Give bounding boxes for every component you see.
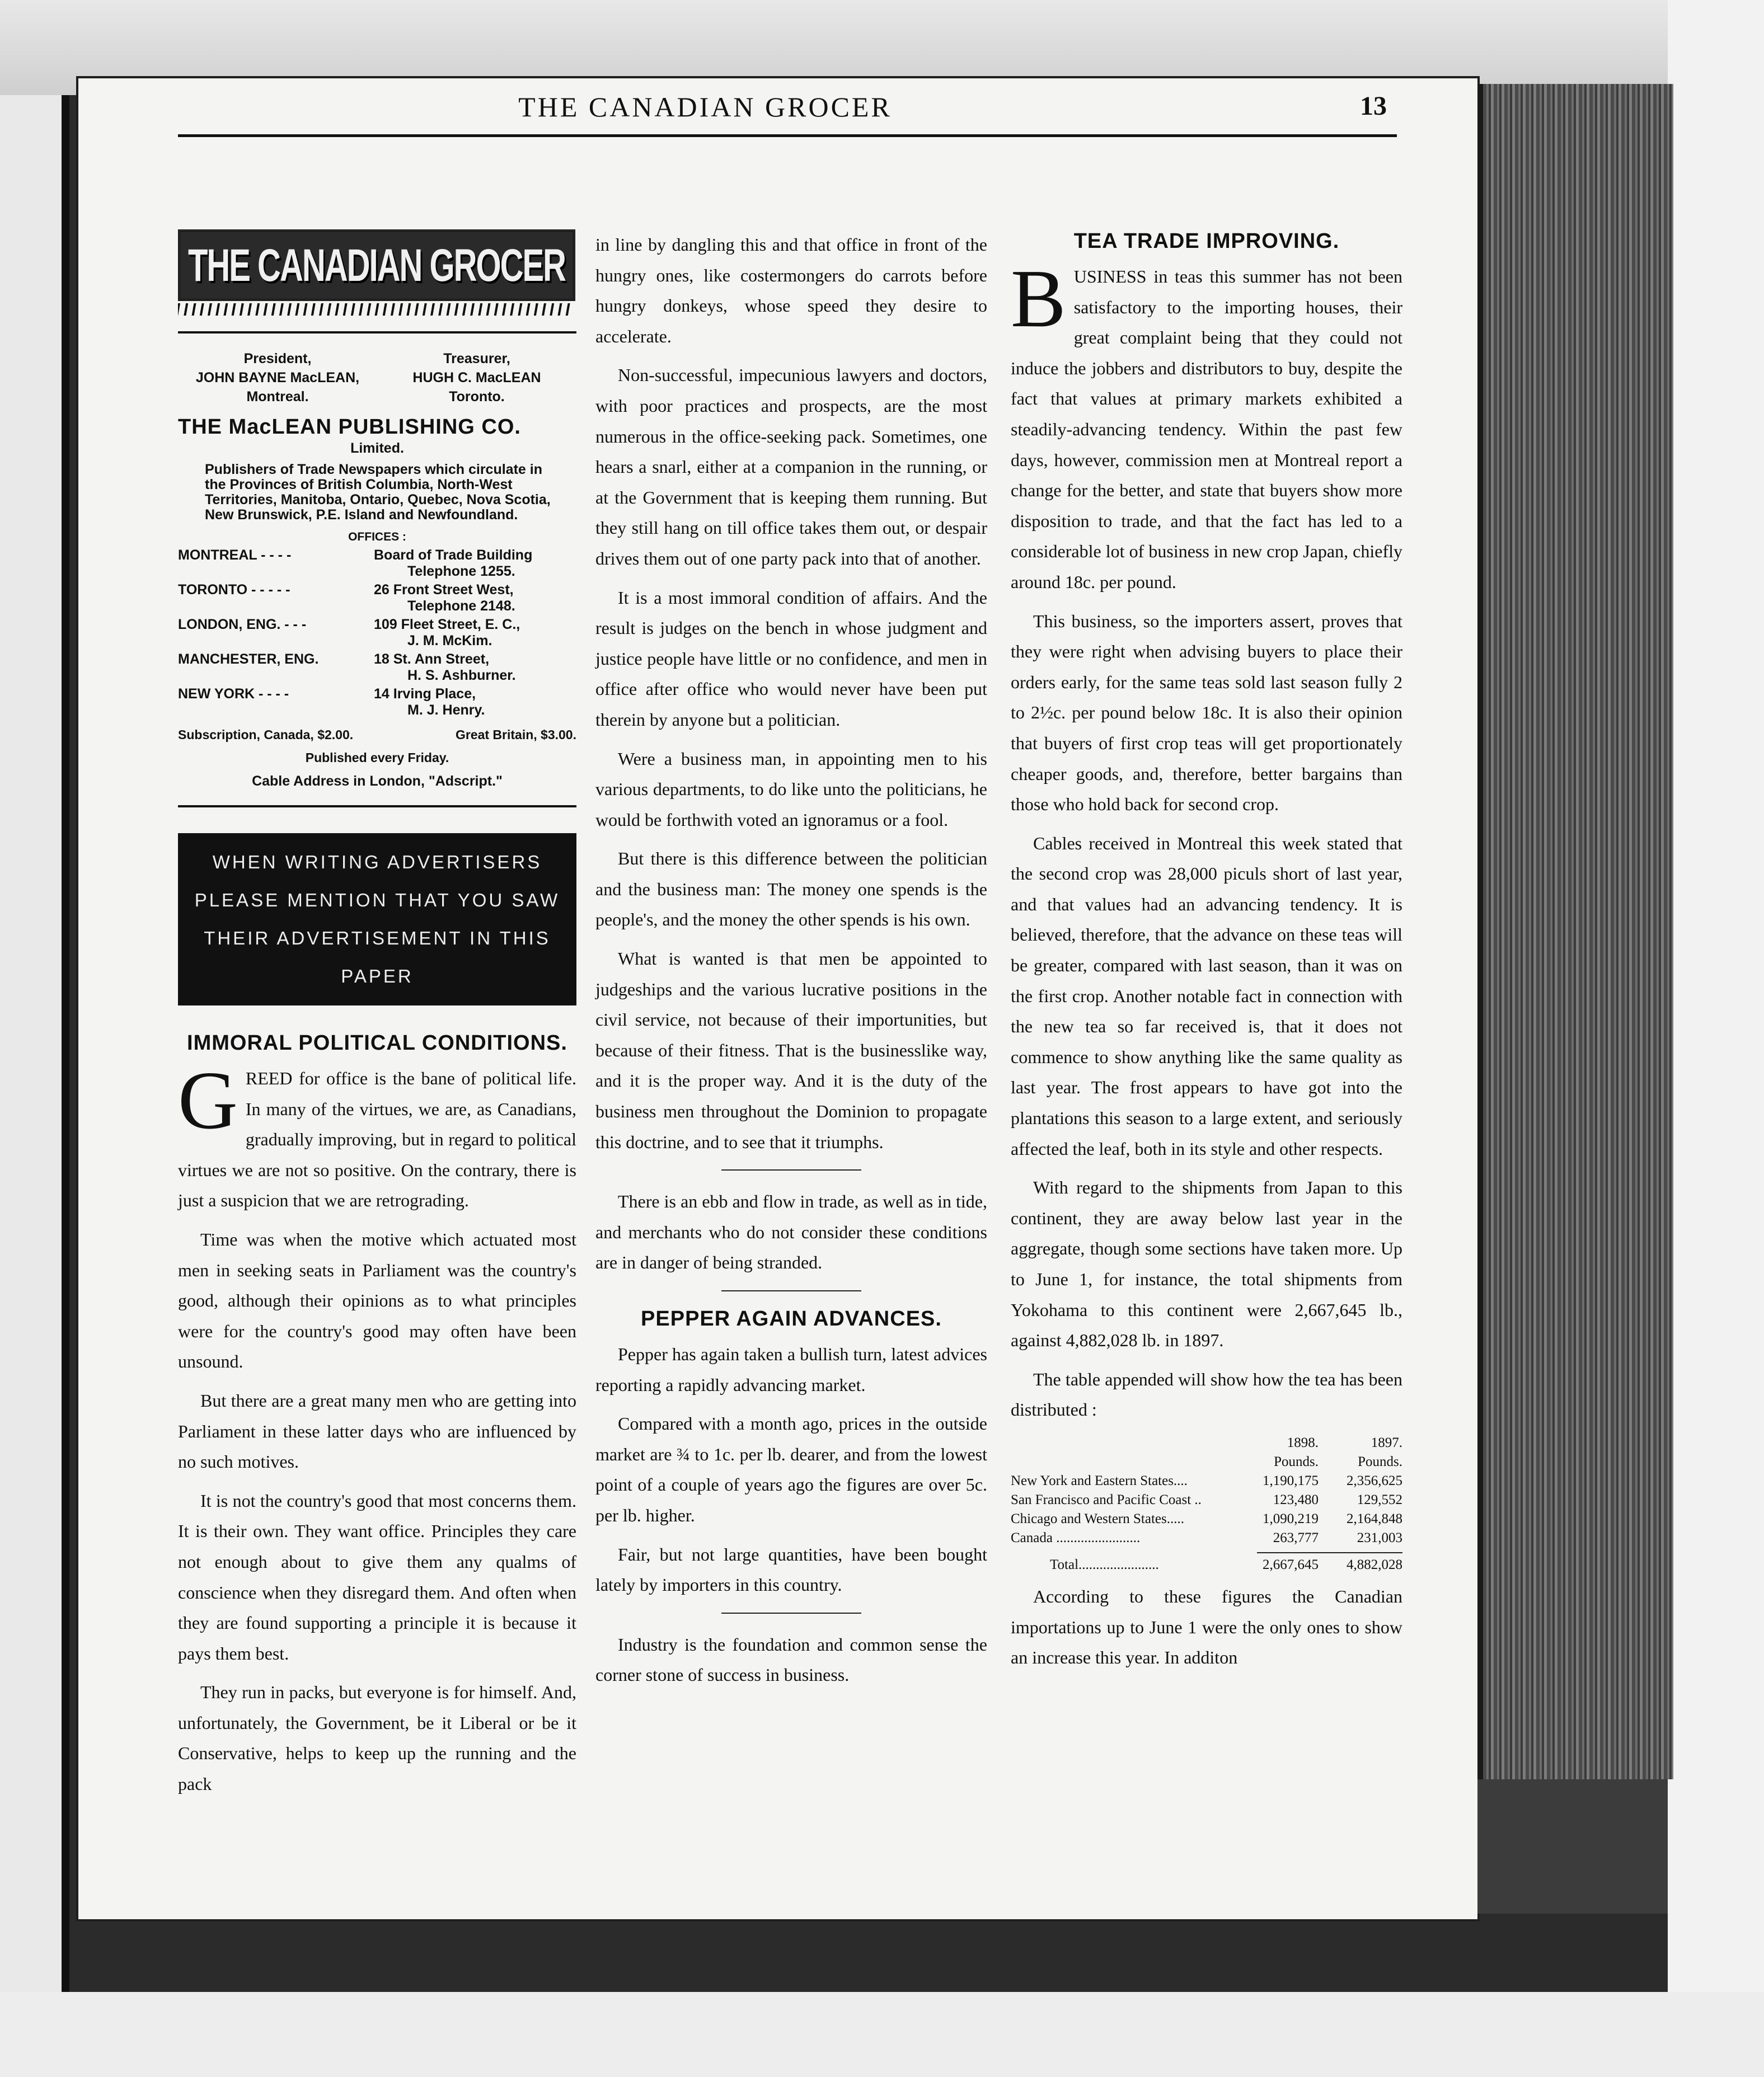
article-paragraph: Pepper has again taken a bullish turn, latest advices reporting a rapidly advancing market. [595, 1344, 987, 1395]
article-heading-immoral: IMMORAL POLITICAL CONDITIONS. [187, 1031, 567, 1055]
article-paragraph: With regard to the shipments from Japan to this continent, they are away below last year in the aggregate, though some sections have taken more. Up to June 1, for instance, the total shipments from Yokohama to this continent were 2,667,645 lb., against 4,882,028 lb. in 1897. [1011, 1177, 1402, 1351]
cable-address: Cable Address in London, "Adscript." [252, 773, 503, 789]
scan-background-bottom [0, 1992, 1764, 2077]
masthead-logo [178, 229, 575, 301]
header-rule [178, 134, 1397, 137]
paragraph-text: REED for office is the bane of political life. In many of the virtues, we are, as Canadians, gradually improving, but in regard to political virtues we are not so positive. On the contrary, there is just a suspicion that we are retrograding. [178, 1068, 576, 1211]
officer-city: Toronto. [449, 389, 505, 405]
table-cell: 1,090,219 [1263, 1511, 1319, 1526]
officer-city: Montreal. [246, 389, 309, 405]
publisher-limited: Limited. [350, 440, 404, 456]
subscription-great-britain: Great Britain, $3.00. [455, 727, 576, 742]
paragraph-text: USINESS in teas this summer has not been satisfactory to the importing houses, their great complaint being that they could not induce the jobbers and distributors to buy, despite the fact that values at primary markets exhibited a steadily-advancing tendency. Within the past few days, however, commission men at Montreal report a change for the better, and state that buyers show more disposition to trade, and that the fact has led to a considerable lot of business in new crop Japan, chiefly around 18c. per pound. [1011, 266, 1402, 592]
office-address: 14 Irving Place, [374, 686, 476, 702]
office-contact: M. J. Henry. [407, 702, 485, 718]
page-number: 13 [1360, 91, 1387, 121]
article-paragraph: What is wanted is that men be appointed to judgeships and the various lucrative positions in the civil service, not because of their importunities, but because of their fitness. That is the businesslike way, and it is the proper way. And it is the duty of the business men throughout the Dominion to propagate this doctrine, and to see that it triumphs. [595, 948, 987, 1152]
article-paragraph: Compared with a month ago, prices in the outside market are ¾ to 1c. per lb. dearer, and from the lowest point of a couple of years ago the figures are over 5c. per lb. higher. [595, 1413, 987, 1525]
tea-distribution-table [1011, 1434, 1402, 1575]
publisher-description: Publishers of Trade Newspapers which circulate in the Provinces of British Columbia, North-West Territories, Manitoba, Ontario, Quebec, Nova Scotia, New Brunswick, P.E. Island and Newfoundland. [205, 462, 551, 523]
table-cell: 4,882,028 [1347, 1557, 1402, 1572]
article-paragraph [178, 1055, 576, 1216]
publication-frequency: Published every Friday. [305, 750, 449, 765]
table-header-row [1011, 1453, 1402, 1472]
article-paragraph: Time was when the motive which actuated most men in seeking seats in Parliament was the country's good, although their opinions as to what principles were for the country's good may often have been unsound. [178, 1229, 576, 1372]
masthead-logo-text: THE CANADIAN GROCER [187, 239, 566, 291]
industry-paragraph: Industry is the foundation and common sense the corner stone of success in business. [595, 1634, 987, 1685]
article-paragraph: Fair, but not large quantities, have been bought lately by importers in this country. [595, 1544, 987, 1595]
table-row-label: Chicago and Western States..... [1011, 1511, 1184, 1526]
table-header-year: 1897. [1371, 1435, 1402, 1450]
table-cell: 263,777 [1273, 1530, 1319, 1545]
table-row-label: Total....................... [1050, 1557, 1159, 1572]
article-paragraph: Were a business man, in appointing men to his various departments, to do like unto the politicians, he would be forthwith voted an ignoramus or a fool. [595, 748, 987, 830]
notice-line: PLEASE MENTION THAT YOU SAW [194, 890, 560, 910]
office-city: NEW YORK - - - - [178, 686, 289, 702]
office-london [178, 617, 576, 649]
ebb-flow-paragraph: There is an ebb and flow in trade, as well as in tide, and merchants who do not consider these conditions are in danger of being stranded. [595, 1191, 987, 1273]
table-row [1011, 1472, 1402, 1491]
section-rule [178, 331, 576, 333]
table-row [1011, 1491, 1402, 1510]
office-contact: H. S. Ashburner. [407, 668, 516, 683]
section-rule [178, 805, 576, 807]
office-city: MONTREAL - - - - [178, 547, 292, 563]
publisher-name: THE MacLEAN PUBLISHING CO. [178, 415, 521, 439]
table-row-label: New York and Eastern States.... [1011, 1473, 1188, 1488]
subscription-rates [178, 727, 576, 743]
table-cell: 2,667,645 [1263, 1557, 1319, 1572]
office-contact: J. M. McKim. [407, 633, 492, 649]
office-address: 26 Front Street West, [374, 582, 514, 598]
column-2 [595, 229, 987, 1699]
officers-block [178, 349, 576, 406]
office-address: 109 Fleet Street, E. C., [374, 617, 520, 632]
table-row [1011, 1510, 1402, 1529]
article-paragraph: But there are a great many men who are getting into Parliament in these latter days who are influenced by no such motives. [178, 1390, 576, 1472]
table-cell: 1,190,175 [1263, 1473, 1319, 1488]
drop-cap: B [1011, 253, 1066, 345]
officer-role: Treasurer, [443, 351, 510, 366]
facing-page-edge [0, 95, 69, 1992]
scan-background-right [1668, 0, 1764, 2077]
book-page-edges [1477, 84, 1673, 1779]
short-divider [721, 1290, 861, 1291]
officer-treasurer [377, 349, 576, 406]
office-city: LONDON, ENG. - - - [178, 617, 307, 632]
office-contact: Telephone 1255. [407, 563, 515, 579]
office-address: Board of Trade Building [374, 547, 533, 563]
table-header-unit: Pounds. [1274, 1454, 1319, 1469]
article-paragraph: Non-successful, impecunious lawyers and doctors, with poor practices and prospects, are the most numerous in the office-seeking pack. Sometimes, one hears a snarl, either at a companion in the running, or at the Government that is keeping them running. But they still hang on till office takes them out, or despair drives them out of one party pack into that of another. [595, 365, 987, 568]
table-header-row [1011, 1434, 1402, 1453]
notice-line: THEIR ADVERTISEMENT IN THIS PAPER [204, 928, 551, 986]
table-cell: 2,164,848 [1347, 1511, 1402, 1526]
article-paragraph: They run in packs, but everyone is for himself. And, unfortunately, the Government, be it Liberal or be it Conservative, helps to keep up the running and the pack [178, 1682, 576, 1794]
table-cell: 123,480 [1273, 1492, 1319, 1507]
article-paragraph: According to these figures the Canadian importations up to June 1 were the only ones to show an increase this year. In additon [1011, 1586, 1402, 1668]
officer-president [178, 349, 377, 406]
office-address: 18 St. Ann Street, [374, 651, 490, 667]
table-cell: 2,356,625 [1347, 1473, 1402, 1488]
article-paragraph: Cables received in Montreal this week stated that the second crop was 28,000 piculs short of last year, and that values had an advancing tendency. It is believed, therefore, that the advance on these teas will be greater, compared with last season, than it was on the first crop. Another notable fact in connection with the new tea so far received is, that it does not commence to show anything like the same quality as last year. The frost appears to have got into the plantations this season to a large extent, and seriously affected the leaf, both in its style and other respects. [1011, 833, 1402, 1159]
office-new-york [178, 686, 576, 718]
office-montreal [178, 547, 576, 580]
running-head-title: THE CANADIAN GROCER [518, 91, 892, 123]
column-3 [1011, 224, 1402, 1681]
article-paragraph: It is a most immoral condition of affairs. And the result is judges on the bench in whose judgment and justice people have little or no confidence, and men in office after office who would never have been put therein by anyone but a politician. [595, 587, 987, 730]
table-cell: 231,003 [1357, 1530, 1402, 1545]
article-heading-tea: TEA TRADE IMPROVING. [1073, 229, 1340, 253]
drop-cap: G [178, 1055, 238, 1146]
officer-role: President, [243, 351, 312, 366]
masthead-ornament [178, 303, 571, 316]
offices-label: OFFICES : [348, 530, 406, 543]
book-binding-bottom [1477, 1779, 1668, 1914]
advertisers-notice-box [178, 833, 576, 1005]
table-cell: 129,552 [1357, 1492, 1402, 1507]
office-city: MANCHESTER, ENG. [178, 651, 319, 667]
notice-line: WHEN WRITING ADVERTISERS [212, 852, 542, 872]
table-header-year: 1898. [1287, 1435, 1319, 1450]
table-row-label: Canada ........................ [1011, 1530, 1141, 1545]
article-paragraph: This business, so the importers assert, proves that they were right when advising buyers to place their orders early, for the same teas sold last season fully 2 to 2½c. per pound below 18c. It is also their opinion that buyers of first crop teas will get proportionately cheaper goods, and, therefore, better bargains than those who hold back for second crop. [1011, 610, 1402, 815]
office-contact: Telephone 2148. [407, 598, 515, 614]
table-header-unit: Pounds. [1358, 1454, 1402, 1469]
table-row [1011, 1529, 1402, 1548]
subscription-canada: Subscription, Canada, $2.00. [178, 727, 354, 742]
officer-name: HUGH C. MacLEAN [412, 370, 541, 386]
office-manchester [178, 651, 576, 684]
officer-name: JOHN BAYNE MacLEAN, [195, 370, 360, 386]
column-1 [178, 145, 576, 1808]
article-paragraph: The table appended will show how the tea has been distributed : [1011, 1369, 1402, 1420]
table-total-row [1011, 1556, 1402, 1575]
article-paragraph [1011, 253, 1402, 598]
article-paragraph: in line by dangling this and that office in front of the hungry ones, like costermongers do carrots before hungry donkeys, whose speed they desire to accelerate. [595, 234, 987, 346]
article-heading-pepper: PEPPER AGAIN ADVANCES. [641, 1307, 942, 1331]
table-total-rule [1257, 1552, 1402, 1553]
short-divider [721, 1613, 861, 1614]
short-divider [721, 1169, 861, 1171]
office-toronto [178, 582, 576, 614]
table-row-label: San Francisco and Pacific Coast .. [1011, 1492, 1202, 1507]
office-city: TORONTO - - - - - [178, 582, 290, 598]
article-paragraph: It is not the country's good that most concerns them. It is their own. They want office. Principles they care not enough about to give them any qualms of conscience when they disregard them. And often when they are found supporting a principle it is because it pays them best. [178, 1490, 576, 1664]
article-paragraph: But there is this difference between the politician and the business man: The money one spends is the people's, and the money the other spends is his own. [595, 848, 987, 930]
